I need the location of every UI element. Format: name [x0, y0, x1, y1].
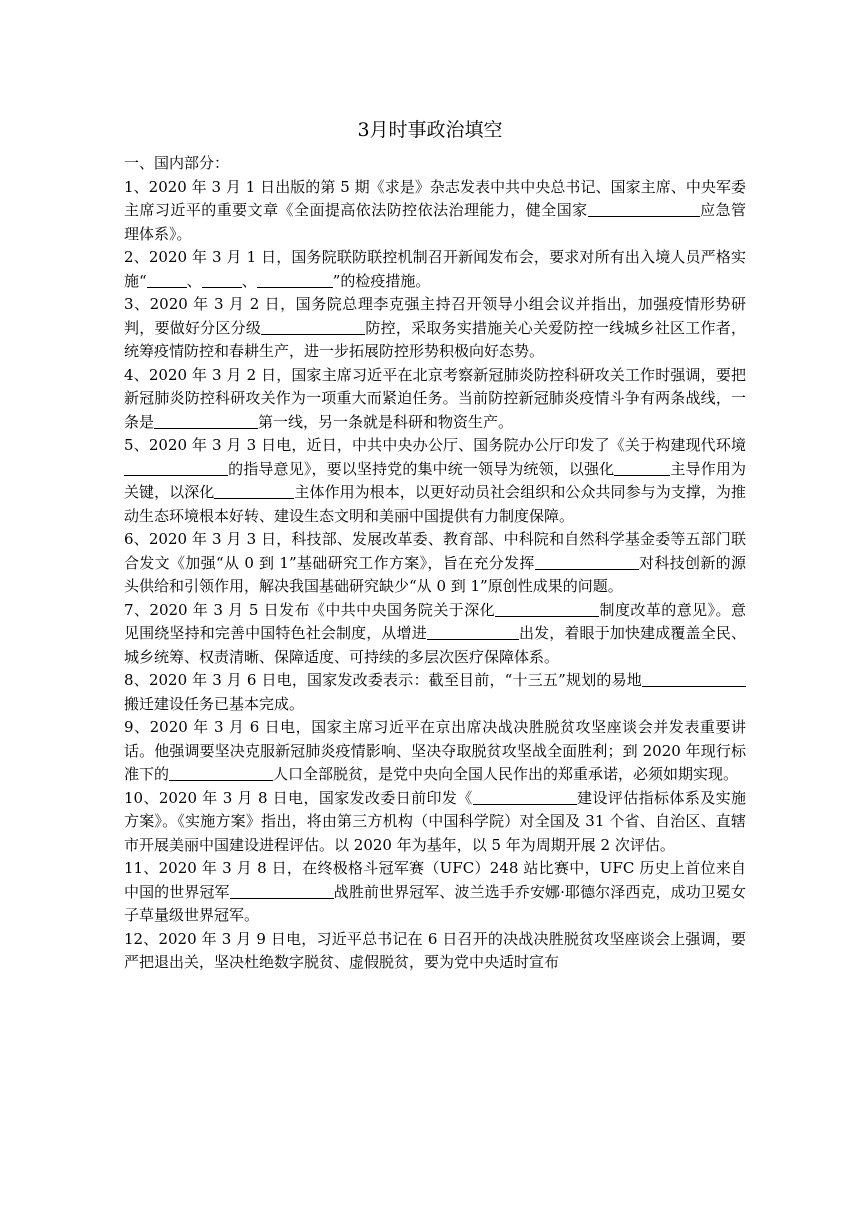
- answer-blank: [230, 884, 334, 899]
- question-item: [124, 293, 746, 364]
- answer-blank: [202, 273, 242, 288]
- section-heading: 一、国内部分：: [124, 154, 230, 172]
- question-text: 12、2020 年 3 月 9 日电，习近平总书记在 6 日召开的决战决胜脱贫攻坚座谈会上强调，要严把退出关，坚决杜绝数字脱贫、虚假脱贫，要为党中央适时宣布: [124, 929, 746, 971]
- answer-blank: [495, 602, 599, 617]
- question-item: [124, 176, 746, 247]
- question-text: 、: [241, 271, 257, 290]
- answer-blank: [147, 273, 187, 288]
- answer-blank: [261, 320, 365, 335]
- question-text: 建设评估指标体系及实施方案》。《实施方案》指出，将由第三方机构（中国科学院）对全国及 31 个省、自治区、直辖市开展美丽中国建设进程评估。以 2020 年为基年，以 5 年为周期开展 2 次评估。: [124, 788, 746, 854]
- question-text: 7、2020 年 3 月 5 日发布《中共中央国务院关于深化: [124, 600, 496, 619]
- answer-blank: [535, 555, 639, 570]
- answer-blank: [214, 484, 294, 499]
- question-text: 制度改革的意见》。意见围绕坚持和完善中国特色社会制度，从增进: [124, 600, 746, 642]
- answer-blank: [427, 625, 519, 640]
- question-item: [124, 599, 746, 670]
- question-text: 主导作用为关键，以深化: [124, 459, 746, 501]
- question-text: 应急管理体系》。: [124, 201, 746, 243]
- answer-blank: [154, 414, 258, 429]
- question-item: [124, 528, 746, 599]
- question-text: 主体作用为根本，以更好动员社会组织和公众共同参与为支撑，为推动生态环境根本好转、建设生态文明和美丽中国提供有力制度保障。: [124, 483, 746, 525]
- answer-blank: [169, 766, 273, 781]
- document-title: 3月时事政治填空: [357, 119, 503, 141]
- question-text: 战胜前世界冠军、波兰选手乔安娜·耶德尔泽西克，成功卫冕女子草量级世界冠军。: [124, 882, 746, 924]
- document-body: [124, 152, 746, 975]
- question-item: [124, 246, 746, 293]
- question-item: [124, 716, 746, 787]
- question-text: 8、2020 年 3 月 6 日电，国家发改委表示：截至目前，“十三五”规划的易地: [124, 671, 642, 689]
- question-item: [124, 857, 746, 928]
- question-text: 的指导意见》，要以坚持党的集中统一领导为统领，以强化: [228, 459, 615, 478]
- answer-blank: [588, 202, 700, 217]
- question-item: [124, 669, 746, 716]
- question-text: 对科技创新的源头供给和引领作用，解决我国基础研究缺少“从 0 到 1”原创性成果的问题。: [124, 553, 746, 595]
- question-text: 搬迁建设任务已基本完成。: [124, 694, 305, 713]
- question-text: 3、2020 年 3 月 2 日，国务院总理李克强主持召开领导小组会议并指出，加强疫情形势研判，要做好分区分级: [124, 295, 746, 337]
- question-text: 人口全部脱贫，是党中央向全国人民作出的郑重承诺，必须如期实现。: [273, 765, 739, 783]
- question-text: 11、2020 年 3 月 8 日，在终极格斗冠军赛（UFC）248 站比赛中，UFC 历史上首位来自中国的世界冠军: [124, 859, 746, 901]
- question-text: 5、2020 年 3 月 3 日电，近日，中共中央办公厅、国务院办公厅印发了《关于构建现代环境: [124, 436, 746, 454]
- question-text: 、: [186, 271, 202, 290]
- question-text: 4、2020 年 3 月 2 日，国家主席习近平在北京考察新冠肺炎防控科研攻关工作时强调，要把新冠肺炎防控科研攻关作为一项重大而紧迫任务。当前防控新冠肺炎疫情斗争有两条战线，一条是: [124, 365, 746, 431]
- question-item: [124, 434, 746, 528]
- answer-blank: [614, 461, 670, 476]
- question-item: [124, 928, 746, 975]
- answer-blank: [473, 790, 577, 805]
- question-text: 6、2020 年 3 月 3 日，科技部、发展改革委、教育部、中科院和自然科学基金委等五部门联合发文《加强“从 0 到 1”基础研究工作方案》，旨在充分发挥: [124, 530, 746, 572]
- answer-blank: [257, 273, 333, 288]
- question-text: 第一线，另一条就是科研和物资生产。: [258, 412, 514, 431]
- question-text: 9、2020 年 3 月 6 日电，国家主席习近平在京出席决战决胜脱贫攻坚座谈会并发表重要讲话。他强调要坚决克服新冠肺炎疫情影响、坚决夺取脱贫攻坚战全面胜利；到 2020 年现行标准下的: [124, 718, 746, 783]
- question-text: 10、2020 年 3 月 8 日电，国家发改委日前印发《: [124, 788, 473, 807]
- question-text: 出发，着眼于加快建成覆盖全民、城乡统筹、权责清晰、保障适度、可持续的多层次医疗保障体系。: [124, 624, 746, 666]
- answer-blank: [124, 461, 228, 476]
- question-text: 2、2020 年 3 月 1 日，国务院联防联控机制召开新闻发布会，要求对所有出入境人员严格实施“: [124, 248, 746, 290]
- answer-blank: [642, 672, 746, 687]
- question-text: ”的检疫措施。: [332, 271, 431, 290]
- question-item: [124, 787, 746, 858]
- question-item: [124, 364, 746, 435]
- question-text: 防控，采取务实措施关心关爱防控一线城乡社区工作者，统筹疫情防控和春耕生产，进一步拓展防控形势积极向好态势。: [124, 318, 746, 360]
- question-text: 1、2020 年 3 月 1 日出版的第 5 期《求是》杂志发表中共中央总书记、国家主席、中央军委主席习近平的重要文章《全面提高依法防控依法治理能力，健全国家: [124, 177, 746, 219]
